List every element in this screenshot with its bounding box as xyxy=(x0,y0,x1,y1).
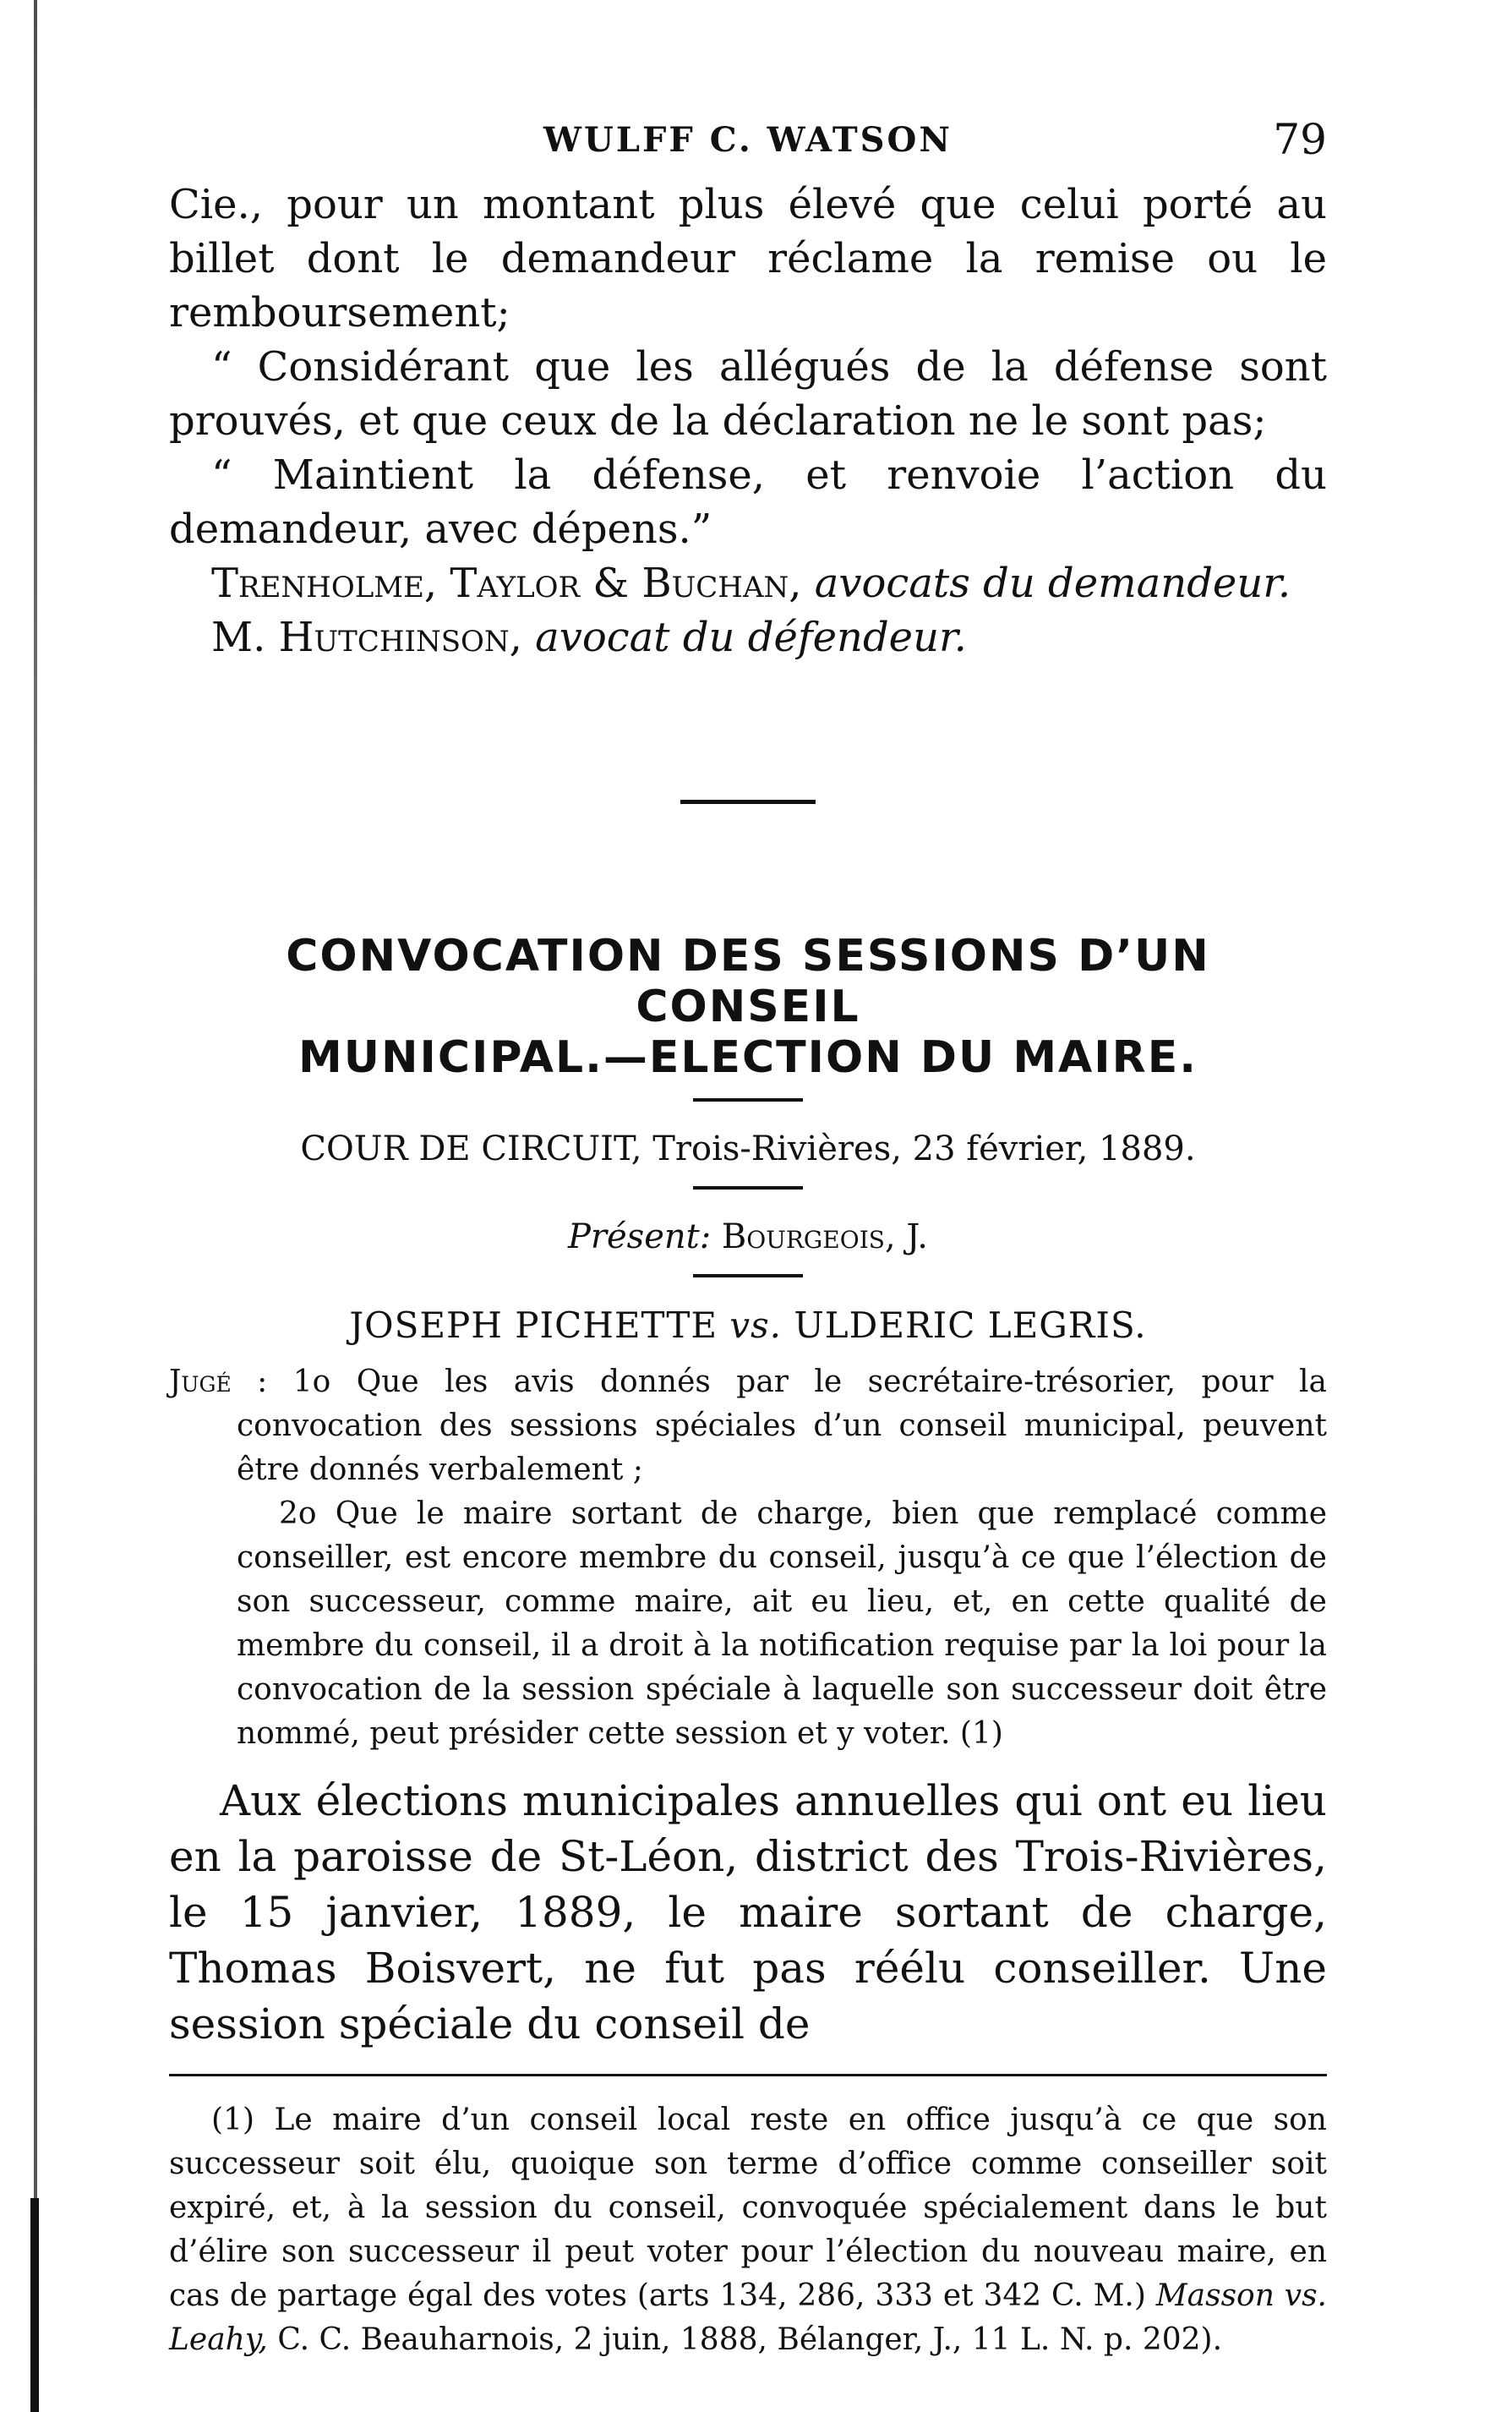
defendant: ULDERIC LEGRIS. xyxy=(794,1304,1147,1346)
divider xyxy=(693,1186,803,1190)
counsel-names: M. Hutchinson, xyxy=(211,614,522,661)
section-divider xyxy=(680,800,816,804)
page-binding-shadow xyxy=(30,2198,39,2412)
running-title: WULFF C. WATSON xyxy=(543,120,953,160)
paragraph: “ Maintient la défense, et renvoie l’action du demandeur, avec dépens.” xyxy=(169,451,1327,553)
footnote-text-b: C. C. Beauharnois, 2 juin, 1888, Bélanger, J., 11 L. N. p. 202). xyxy=(277,2322,1223,2357)
counsel-role: avocats du demandeur. xyxy=(814,560,1291,607)
footnote-rule xyxy=(169,2074,1327,2076)
running-head xyxy=(169,110,1327,178)
court-name: COUR DE CIRCUIT, xyxy=(300,1129,642,1168)
parties-line xyxy=(169,1303,1327,1348)
footnote-case-cited: Masson vs. Leahy, xyxy=(169,2278,1327,2357)
versus: vs. xyxy=(729,1304,783,1346)
counsel-defendant xyxy=(169,610,1327,665)
book-page xyxy=(169,110,1327,2362)
page-binding-edge xyxy=(34,0,37,2412)
present-judge: Bourgeois, J. xyxy=(721,1217,929,1256)
holding xyxy=(169,1360,1327,1756)
divider xyxy=(693,1098,803,1102)
case-body xyxy=(169,1773,1327,2052)
holding-point-2: 2o Que le maire sortant de charge, bien que remplacé comme conseiller, est encore membre du conseil, jusqu’à ce que l’élection de son successeur, comme maire, ait eu lieu, et, en cette qualité de membre du conseil, il a droit à la notification requise par la loi pour la convocation de la session spéciale à laquelle son successeur doit être nommé, peut présider cette session et y voter. (1) xyxy=(237,1496,1327,1751)
present-line xyxy=(169,1215,1327,1259)
case-title-line-1: CONVOCATION DES SESSIONS D’UN CONSEIL xyxy=(286,931,1210,1032)
plaintiff: JOSEPH PICHETTE xyxy=(349,1304,718,1346)
divider xyxy=(693,1274,803,1277)
court-line xyxy=(169,1127,1327,1171)
footnote-text-a: (1) Le maire d’un conseil local reste en office jusqu’à ce que son successeur soit élu, quoique son terme d’office comme conseiller soit expiré, et, à la session du conseil, convoquée spécialement dans le but d’élire son successeur il peut voter pour l’élection du nouveau maire, en cas de partage égal des votes (arts 134, 286, 333 et 342 C. M.) xyxy=(169,2103,1327,2313)
paragraph: “ Considérant que les allégués de la défense sont prouvés, et que ceux de la déclaration ne le sont pas; xyxy=(169,343,1327,445)
footnote xyxy=(169,2098,1327,2362)
holding-text: : 1o Que les avis donnés par le secrétaire-trésorier, pour la convocation des sessions spéciales d’un conseil municipal, peuvent être donnés verbalement ; xyxy=(237,1365,1327,1487)
previous-case-text xyxy=(169,178,1327,556)
paragraph: Aux élections municipales annuelles qui ont eu lieu en la paroisse de St-Léon, district des Trois-Rivières, le 15 janvier, 1889, le maire sortant de charge, Thomas Boisvert, ne fut pas réélu conseiller. Une session spéciale du conseil de xyxy=(169,1776,1327,2048)
counsel-names: Trenholme, Taylor & Buchan, xyxy=(211,560,802,607)
present-label: Présent: xyxy=(567,1217,712,1256)
counsel-role: avocat du défendeur. xyxy=(535,614,967,661)
holding-point-1 xyxy=(169,1360,1327,1492)
case-title-line-2: MUNICIPAL.—ELECTION DU MAIRE. xyxy=(298,1032,1198,1083)
page-number: 79 xyxy=(1273,115,1327,164)
court-place-date: Trois-Rivières, 23 février, 1889. xyxy=(652,1129,1196,1168)
holding-label: Jugé xyxy=(169,1365,232,1399)
footnote-text xyxy=(169,2098,1327,2362)
paragraph: Cie., pour un montant plus élevé que celui porté au billet dont le demandeur réclame la remise ou le remboursement; xyxy=(169,181,1327,336)
counsel-plaintiff xyxy=(169,556,1327,610)
